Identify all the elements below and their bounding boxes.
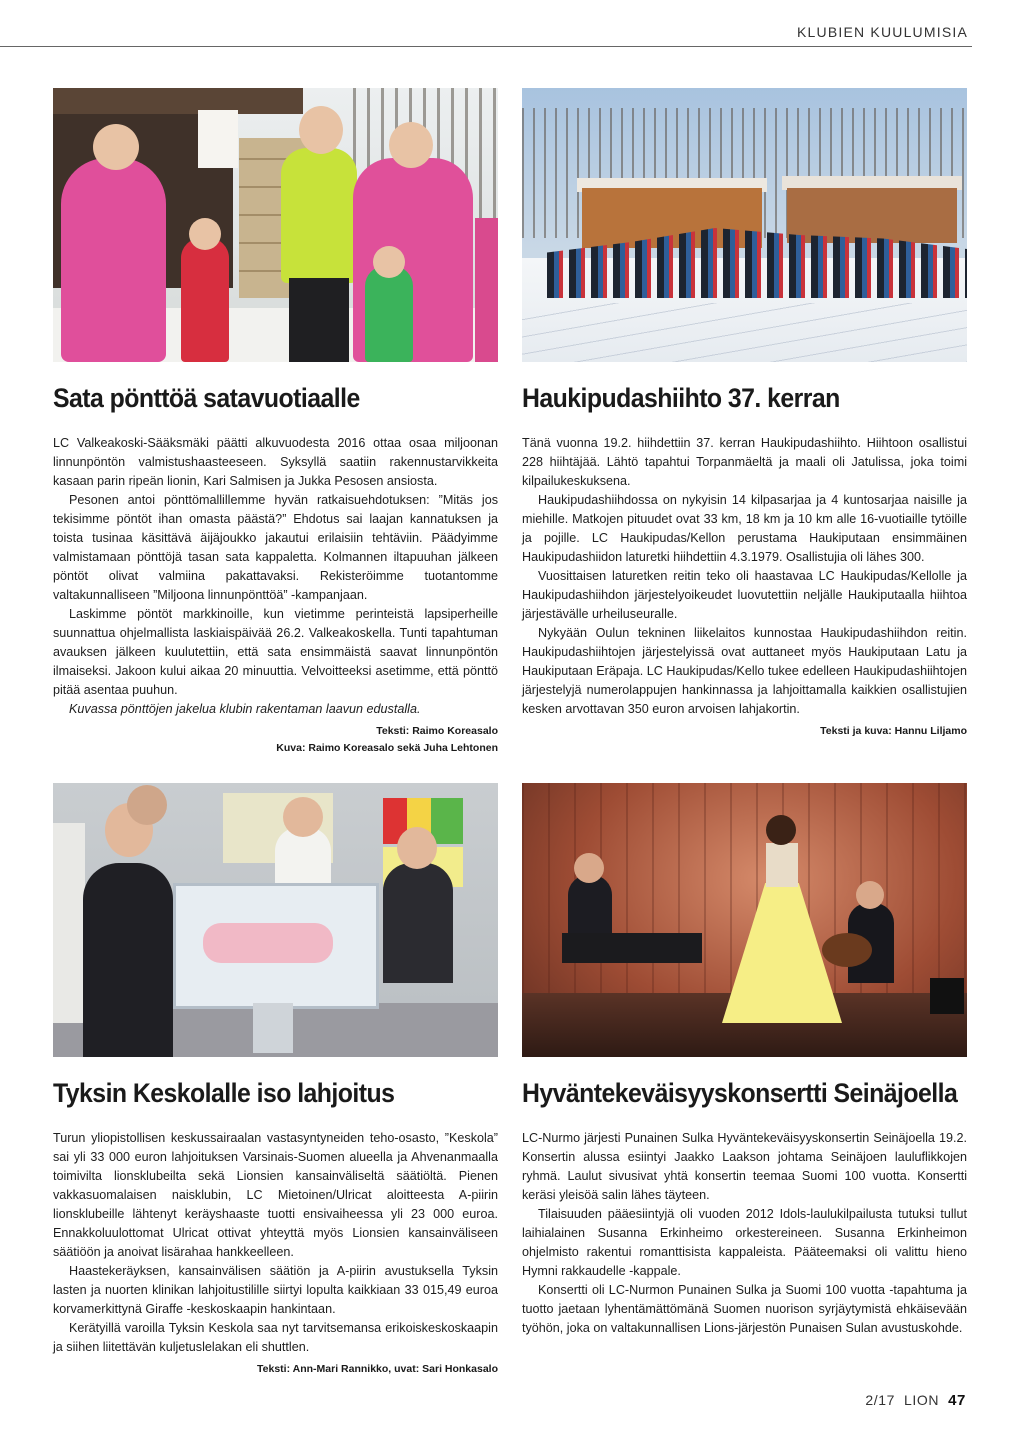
- credit-line: Kuva: Raimo Koreasalo sekä Juha Lehtonen: [276, 742, 498, 754]
- section-label: KLUBIEN KUULUMISIA: [797, 24, 968, 40]
- article-title: Haukipudashiihto 37. kerran: [522, 383, 840, 413]
- photo-incubator-donation: [53, 783, 498, 1057]
- article-credit: [53, 723, 498, 757]
- article-title: Sata pönttöä satavuotiaalle: [53, 383, 360, 413]
- article-body: [53, 434, 498, 719]
- article-body: [522, 1129, 967, 1338]
- article-title: Tyksin Keskolalle iso lahjoitus: [53, 1078, 395, 1108]
- magazine-name: LION: [904, 1392, 940, 1408]
- credit-line: Teksti ja kuva: Hannu Liljamo: [820, 725, 967, 737]
- paragraph: Vuosittaisen laturetken reitin teko oli haastavaa LC Haukipudas/Kellolle ja Haukipudashiihdon järjestelyoikeudet luovutettiin neljälle Haukiputaalla hiihtoa järjestävälle urheiluseuralle.: [522, 569, 967, 621]
- article-body: [53, 1129, 498, 1357]
- issue-number: 2/17: [865, 1392, 896, 1408]
- paragraph: Tilaisuuden pääesiintyjä oli vuoden 2012 Idols-laulukilpailusta tutuksi tullut laihialainen Susanna Erkinheimo orkestereineen. Susanna Erkinheimon ohjelmisto rakentui romanttisista kappaleista. Pääteemaksi oli valittu hieno Hymni rakkaudelle -kappale.: [522, 1207, 967, 1278]
- photo-charity-concert: [522, 783, 967, 1057]
- paragraph: LC Valkeakoski-Sääksmäki päätti alkuvuodesta 2016 ottaa osaa miljoonan linnunpöntön valmistushaasteeseen. Syksyllä saatiin rakennustarvikkeita kasaan parin ripeän lionin, Kari Salmisen ja Jukka Pesosen ansiosta.: [53, 436, 498, 488]
- article-title: Hyväntekeväisyyskonsertti Seinäjoella: [522, 1078, 958, 1108]
- paragraph: Pesonen antoi pönttömallillemme hyvän ratkaisuehdotuksen: ”Mitäs jos tekisimme pöntöt ihan omasta päästä?” Ehdotus sai laajan kannatuksen ja toista tusinaa käsittävä äijäjoukko jakautui erilaisiin tehtäviin. Päädyimme valmistamaan pönttöjä tasan sata kappaletta. Kolmannen iltapuuhan jälkeen pöntöt olivat valmiina pakattavaksi. Rekisteröimme tuotantomme valtakunnalliseen ”Miljoona linnunpönttöä” -kampanjaan.: [53, 493, 498, 602]
- photo-caption: Kuvassa pönttöjen jakelua klubin rakentaman laavun edustalla.: [69, 702, 421, 716]
- header-rule: [0, 46, 972, 47]
- paragraph: Haastekeräyksen, kansainvälisen säätiön ja A-piirin avustuksella Tyksin lasten ja nuorten klinikan lahjoitustilille siirtyi lopulta kaikkiaan 33 015,49 euroa korvamerkittynä Giraffe -keskoskaapin hankintaan.: [53, 1264, 498, 1316]
- paragraph: Nykyään Oulun tekninen liikelaitos kunnostaa Haukipudashiihdon reitin. Haukipudashiihtojen järjestelyissä ovat auttaneet myös Haukiputaan Latu ja Haukiputaan Eräpaja. LC Haukipudas/Kello tukee edelleen Haukipudashiihtojen järjestelyjä numerolappujen hankinnassa ja lahjoittamalla kaikkien osallistujien kesken arvottavan 350 euron arvoisen lahjakortin.: [522, 626, 967, 716]
- paragraph: LC-Nurmo järjesti Punainen Sulka Hyväntekeväisyyskonsertin Seinäjoella 19.2. Konsertin alussa esiintyi Jaakko Laakson johtama Seinäjoen lauluflikkojen ryhmä. Laulut sivusivat yhtä konsertin teemaa Suomi 100 vuotta. Konsertti keräsi yleisöä salin lähes täyteen.: [522, 1131, 967, 1202]
- paragraph: Tänä vuonna 19.2. hiihdettiin 37. kerran Haukipudashiihto. Hiihtoon osallistui 228 hiihtäjää. Lähtö tapahtui Torpanmäeltä ja maali oli Jatulissa, joka toimi kilpailukeskuksena.: [522, 436, 967, 488]
- page-footer: [865, 1392, 966, 1409]
- article-credit: [53, 1361, 498, 1378]
- article-body: [522, 434, 967, 719]
- article-ski-race: [522, 88, 967, 740]
- article-credit: [522, 723, 967, 740]
- article-charity-concert: [522, 783, 967, 1338]
- paragraph: Laskimme pöntöt markkinoille, kun vietimme perinteistä lapsiperheille suunnattua ohjelmallista laskiaispäivää 26.2. Valkeakoskella. Tunti tapahtuman avauksen jälkeen kuulutettiin, että sata ensimmäistä saavat linnunpöntön ilmaiseksi. Jakoon kului aikaa 20 minuuttia. Velvoitteeksi asetimme, että pönttö pitää asentaa puuhun.: [53, 607, 498, 697]
- credit-line: Teksti: Ann-Mari Rannikko, uvat: Sari Honkasalo: [257, 1363, 498, 1375]
- article-incubator-donation: [53, 783, 498, 1378]
- paragraph: Konsertti oli LC-Nurmon Punainen Sulka ja Suomi 100 vuotta -tapahtuma ja tuotto jaetaan lyhentämättömänä Suomen nuorison syrjäytymistä ehkäisevään työhön, joka on valtakunnallisen Lions-järjestön Punaisen Sulan avustuskohde.: [522, 1283, 967, 1335]
- paragraph: Turun yliopistollisen keskussairaalan vastasyntyneiden teho-osasto, ”Keskola” sai yli 33 000 euron lahjoituksen Varsinais-Suomen alueella ja Ahvenanmaalla toimivilta lionsklubeilta sekä Lionsien kansainväliseltä säätiöltä. Pienen vakkasuomalaisen naisklubin, LC Mietoinen/Ulricat aloitteesta A-piirin lionsklubeille lähtenyt keräyshaaste tuotti ensivaiheessa yli 23 000 euroa. Ennakkoluulottomat Ulricat ottivat yhteyttä myös Lionsien kansainväliseen säätiöön ja anoivat lisärahaa hankkeelleen.: [53, 1131, 498, 1259]
- credit-line: Teksti: Raimo Koreasalo: [376, 725, 498, 737]
- photo-birdhouse-handout: [53, 88, 498, 362]
- photo-ski-race-start: [522, 88, 967, 362]
- article-birdhouses: [53, 88, 498, 757]
- page-number: 47: [948, 1392, 966, 1409]
- paragraph: Haukipudashiihdossa on nykyisin 14 kilpasarjaa ja 4 kuntosarjaa naisille ja miehille. Matkojen pituudet ovat 33 km, 18 km ja 10 km alle 16-vuotiaille tytöille ja pojille. LC Haukipudas/Kellon perustama Haukiputaan ensimmäinen Haukipudashiidon laturetki hiihdettiin 4.3.1979. Osallistujia oli lähes 300.: [522, 493, 967, 564]
- paragraph: Kerätyillä varoilla Tyksin Keskola saa nyt tarvitsemansa erikoiskeskoskaapin ja siihen liitettävän kuljetuslelakan eli shuttlen.: [53, 1321, 498, 1354]
